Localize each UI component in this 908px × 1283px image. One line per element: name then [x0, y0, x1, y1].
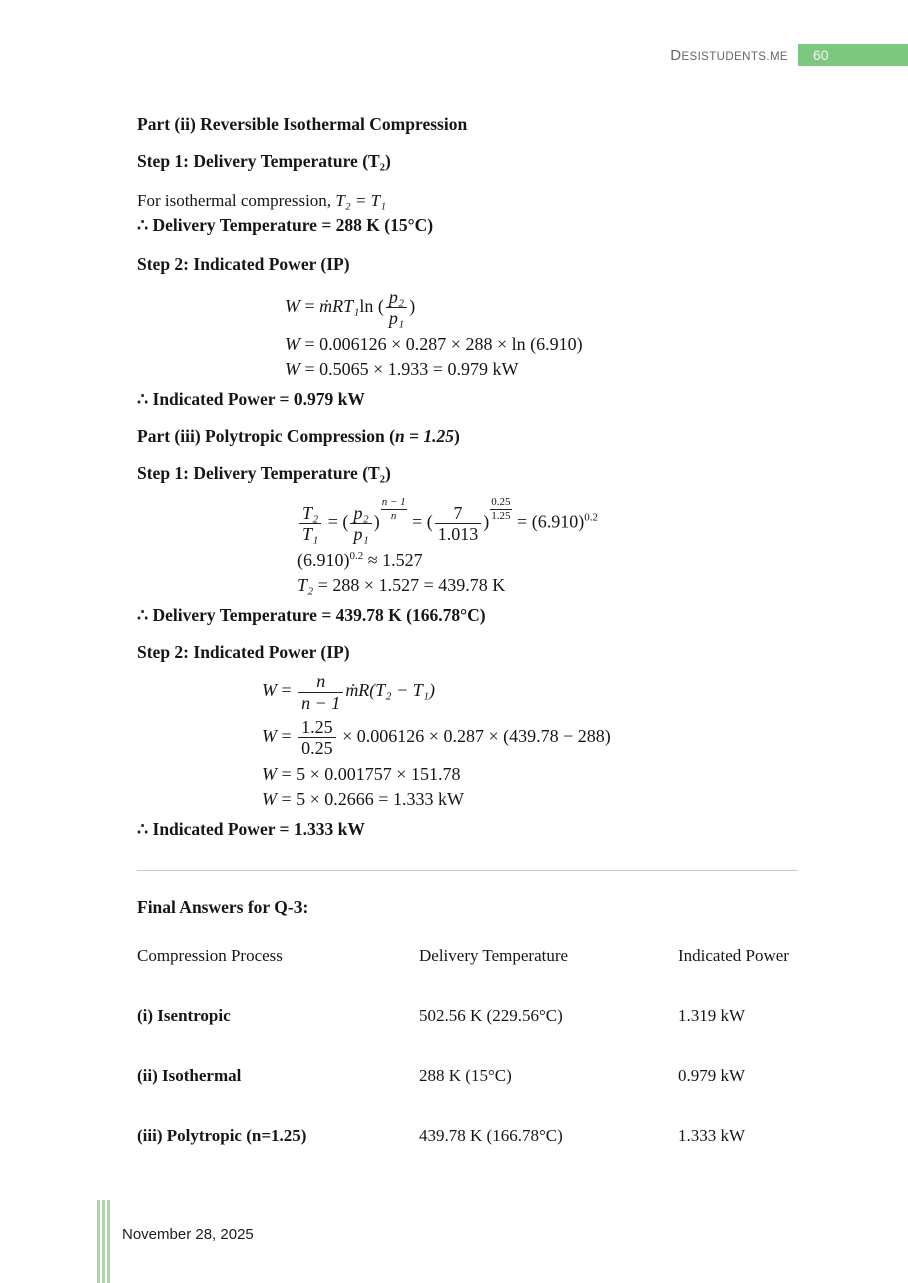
fraction-numerator: T₂: [299, 503, 321, 524]
table-row-process: (ii) Isothermal: [137, 1066, 242, 1086]
table-row-power: 1.333 kW: [678, 1126, 746, 1146]
part-ii-delivery-result: ∴ Delivery Temperature = 288 K (15°C): [137, 215, 434, 235]
final-answers-table: [137, 945, 798, 1185]
fraction-denominator: 1.013: [437, 524, 479, 545]
fraction-denominator: p₁: [388, 308, 405, 329]
equation-polytropic-work: [262, 671, 798, 712]
part-iii-step1-heading: Step 1: Delivery Temperature (T₂): [137, 463, 391, 484]
eq-rhs: = 0.006126 × 0.287 × 288 × ln (6.910): [300, 334, 583, 355]
part-ii-step2-heading: Step 2: Indicated Power (IP): [137, 254, 350, 274]
table-header-power: Indicated Power: [678, 946, 789, 966]
equation-w-step: [262, 762, 798, 787]
eq-ln: ln (: [359, 295, 384, 316]
exponent-denominator: 1.25: [491, 509, 511, 522]
fraction-numerator: 7: [435, 503, 482, 524]
eq-sign: =: [277, 680, 297, 701]
part-iii-delivery-result: ∴ Delivery Temperature = 439.78 K (166.78°C): [137, 605, 486, 626]
equation-w-values: [285, 332, 798, 357]
eq-rhs: = 5 × 0.2666 = 1.333 kW: [277, 789, 464, 810]
fraction-denominator: p₁: [353, 524, 369, 545]
fraction-denominator: T₁: [302, 524, 319, 545]
fraction-7-1013: [435, 503, 482, 544]
eq-close-paren: ): [373, 511, 380, 532]
fraction-numerator: n: [298, 671, 343, 692]
table-row-process: (i) Isentropic: [137, 1006, 231, 1026]
table-row-temperature: 439.78 K (166.78°C): [419, 1126, 563, 1146]
document-body: [137, 113, 798, 1185]
equation-polytropic-values: [262, 717, 798, 758]
equation-temperature-ratio: [297, 496, 798, 544]
part-iii-heading-text: Part (iii) Polytropic Compression (: [137, 426, 395, 447]
eq-var: W: [262, 725, 277, 746]
eq-var: W: [262, 789, 277, 810]
isothermal-intro-text: For isothermal compression,: [137, 191, 336, 210]
final-answers-heading: Final Answers for Q-3:: [137, 897, 309, 918]
table-row-power: 1.319 kW: [678, 1006, 746, 1026]
table-row-process: (iii) Polytropic (n=1.25): [137, 1126, 307, 1146]
eq-close-paren: ): [483, 511, 490, 532]
eq-sign: = (: [323, 511, 349, 532]
eq-rhs: = 0.5065 × 1.933 = 0.979 kW: [300, 359, 519, 380]
equation-w-final: [262, 787, 798, 812]
eq-close-paren: ): [409, 295, 416, 316]
eq-var: T₂: [297, 575, 314, 596]
eq-var: W: [262, 680, 277, 701]
fraction-numerator: p₂: [350, 503, 371, 524]
page-number-badge: 60: [798, 44, 908, 66]
equation-w-result: [285, 357, 798, 382]
fraction-n-over-n-minus-1: [298, 671, 343, 712]
eq-rhs: × 0.006126 × 0.287 × (439.78 − 288): [337, 725, 611, 746]
eq-rhs: = (6.910): [512, 511, 585, 532]
eq-var: W: [285, 359, 300, 380]
fraction-p2-p1: [386, 287, 407, 328]
part-ii-step1-heading: Step 1: Delivery Temperature (T₂): [137, 151, 391, 171]
part-iii-power-result: ∴ Indicated Power = 1.333 kW: [137, 819, 365, 840]
exponent-denominator: n: [390, 509, 397, 522]
eq-rhs: ≈ 1.527: [363, 550, 423, 571]
fraction-denominator: 0.25: [301, 737, 333, 758]
isothermal-intro: [137, 188, 798, 238]
exponent-025-over-125: [490, 496, 511, 522]
equation-power-value: [297, 548, 798, 573]
exponent-n-minus-1-over-n: [381, 496, 407, 522]
site-name-rest: ESISTUDENTS.ME: [681, 51, 788, 63]
table-row-temperature: 288 K (15°C): [419, 1066, 512, 1086]
exponent-numerator: 0.25: [491, 496, 511, 509]
eq-var: W: [285, 295, 300, 316]
fraction-numerator: 1.25: [298, 717, 336, 738]
eq-base: (6.910): [297, 550, 350, 571]
eq-var: W: [262, 764, 277, 785]
eq-var: W: [285, 334, 300, 355]
part-iii-heading: [137, 425, 798, 447]
part-ii-heading: Part (ii) Reversible Isothermal Compression: [137, 114, 468, 134]
part-iii-step2-heading: Step 2: Indicated Power (IP): [137, 642, 350, 663]
eq-sign: =: [277, 725, 297, 746]
footer-green-stripes: [97, 1200, 110, 1283]
page-header: [670, 44, 908, 66]
part-iii-heading-math: n = 1.25: [394, 426, 455, 447]
eq-coeff: ṁRT₁: [319, 295, 360, 316]
table-row-temperature: 502.56 K (229.56°C): [419, 1006, 563, 1026]
site-name: [670, 45, 788, 65]
part-iii-temperature-equations: [137, 496, 798, 598]
part-ii-equations: [137, 287, 798, 382]
eq-rhs: = 5 × 0.001757 × 151.78: [277, 764, 461, 785]
part-ii-power-result: ∴ Indicated Power = 0.979 kW: [137, 389, 365, 410]
exponent-02: 0.2: [349, 550, 364, 563]
part-iii-power-equations: [137, 671, 798, 812]
table-header-process: Compression Process: [137, 946, 283, 966]
eq-rhs: ṁR(T₂ − T₁): [345, 680, 435, 701]
site-name-initial: D: [670, 47, 682, 64]
equation-w-isothermal: [285, 287, 798, 328]
exponent-02: 0.2: [584, 511, 598, 524]
exponent-numerator: n − 1: [381, 496, 406, 509]
fraction-numerator: p₂: [386, 287, 407, 308]
equation-t2-result: [297, 573, 798, 598]
table-header-temperature: Delivery Temperature: [419, 946, 569, 966]
fraction-125-over-025: [298, 717, 336, 758]
table-row-power: 0.979 kW: [678, 1066, 746, 1086]
footer-date: November 28, 2025: [122, 1226, 254, 1243]
eq-rhs: = 288 × 1.527 = 439.78 K: [313, 575, 506, 596]
fraction-t2-t1: [299, 503, 321, 544]
eq-sign: =: [300, 295, 320, 316]
isothermal-intro-math: T₂ = T₁: [335, 191, 387, 210]
fraction-denominator: n − 1: [301, 692, 341, 713]
fraction-p2-p1: [350, 503, 371, 544]
part-iii-heading-close: ): [454, 426, 460, 447]
eq-sign: = (: [407, 511, 433, 532]
section-divider: [137, 870, 798, 871]
